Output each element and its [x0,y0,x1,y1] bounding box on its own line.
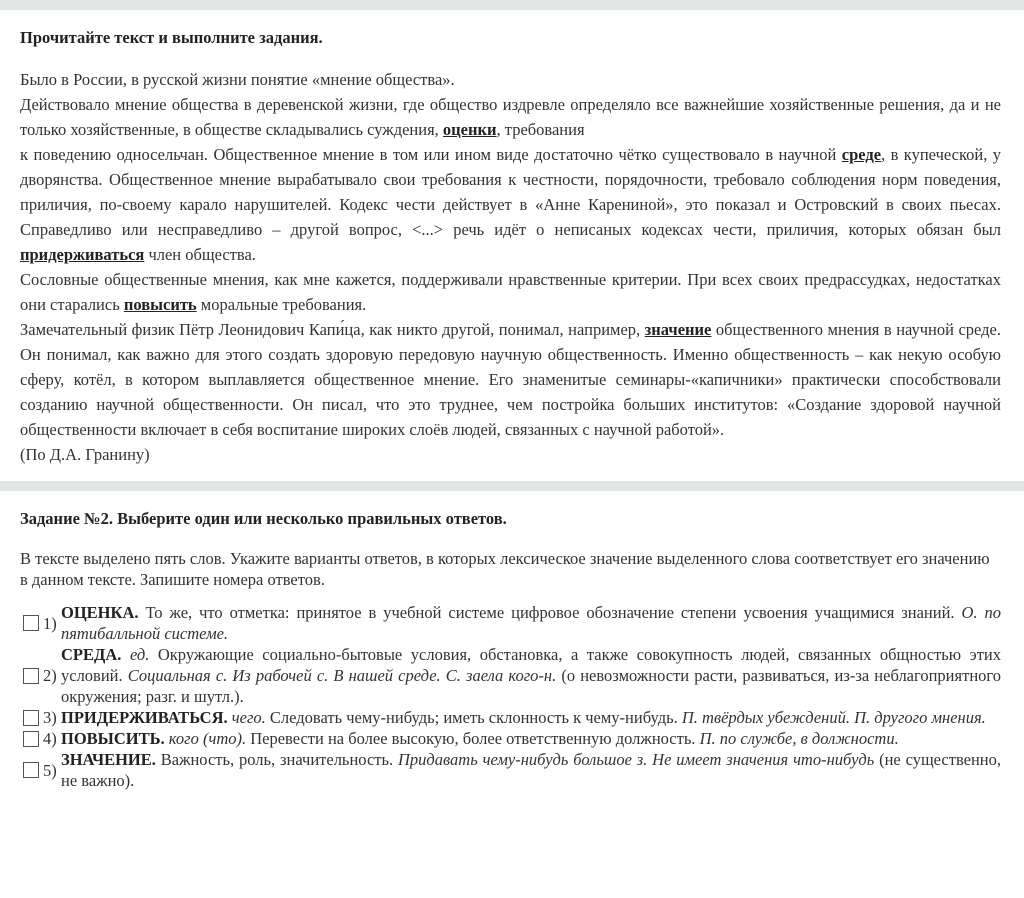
highlighted-word: повысить [123,295,197,314]
option-checkbox[interactable] [23,731,39,747]
top-bar [0,0,1024,10]
option-definition: (не существенно, не важно). [61,750,1001,790]
text-segment: , в купеческой, у дворянства. Общественное мнение вырабатывало свои требования к честности, порядочности, требовало соблюдения норм поведения, приличия, по-своему карало нарушителей. Кодекс чести действует в «Анне Карениной», это показал и Островский в своих пьесах. Справедливо или несправедливо – другой вопрос, <...> речь идёт о неписаных кодексах чести, приличия, которых обязан был [20,145,1001,239]
option-checkbox[interactable] [23,668,39,684]
option-definition: Перевести на более высокую, более ответственную должность. [246,729,700,748]
task-instruction-cont: в данном тексте. Запишите номера ответов. [20,570,325,589]
task-heading: Задание №2. Выберите один или несколько правильных ответов. [20,509,507,528]
text-segment: член общества. [144,245,256,264]
answer-option[interactable] [20,749,1001,791]
text-segment: (По Д.А. Гранину) [20,445,150,464]
option-headword: ОЦЕНКА. [61,603,139,622]
passage-heading: Прочитайте текст и выполните задания. [20,28,323,47]
option-example: чего. [231,708,266,727]
option-definition: (о невозможности расти, развиваться, из-за неблагоприятного окружения; разг. и шутл.). [61,666,1002,706]
option-text [61,602,1001,644]
option-definition: Важность, роль, значительность. [155,750,398,769]
option-headword: СРЕДА. [61,645,122,664]
task-instruction: В тексте выделено пять слов. Укажите варианты ответов, в которых лексическое значение выделенного слова соответствует его значению [20,549,990,568]
highlighted-word: придерживаться [20,245,145,264]
option-definition: Следовать чему-нибудь; иметь склонность к чему-нибудь. [265,708,682,727]
passage-paragraph [20,142,1001,267]
option-headword: ПОВЫСИТЬ. [61,729,165,748]
option-headword: ЗНАЧЕНИЕ. [61,750,156,769]
option-checkbox[interactable] [23,710,39,726]
passage-paragraph [20,92,1001,142]
passage-paragraph [20,267,1001,317]
text-segment: общественного мнения в научной среде. Он понимал, как важно для этого создать здоровую передовую научную общественность. Именно общественность – как некую особую сферу, котёл, в котором выплавляется общественное мнение. Его знаменитые семинары-«капичники» практически способствовали созданию научной общественности. Он писал, что это труднее, чем постройка больших институтов: «Создание здоровой научной общественности включает в себя воспитание широких слоёв людей, связанных с научной работой». [20,320,1001,439]
text-segment: Было в России, в русской жизни понятие «мнение общества». [20,70,455,89]
text-segment: Сословные общественные мнения, как мне кажется, поддерживали нравственные критерии. При всех своих предрассудках, недостатках они старались [20,270,1001,314]
option-definition: Окружающие социально-бытовые условия, обстановка, а также совокупность людей, связанных общностью этих условий. [61,645,1001,685]
passage-paragraph [20,67,1001,92]
answer-option[interactable] [20,602,1001,644]
option-text [61,644,1001,707]
passage-paragraph [20,317,1001,442]
text-segment: моральные требования. [196,295,367,314]
option-number: 1) [43,613,57,633]
option-checkbox[interactable] [23,615,39,631]
highlighted-word: значение [644,320,712,339]
option-example: ед. [129,645,150,664]
option-number: 3) [43,708,57,727]
answer-options [20,602,1001,791]
option-text [61,707,1001,728]
text-segment: к поведению односельчан. Общественное мнение в том или ином виде достаточно чётко существовало в научной [20,145,842,164]
option-example: кого (что). [168,729,247,748]
option-number: 2) [43,666,57,685]
option-example: О. по пятибалльной системе. [61,603,1001,643]
section-divider [0,481,1024,491]
option-text [61,728,1001,749]
option-number: 4) [43,729,57,748]
highlighted-word: среде [841,145,882,164]
option-definition: То же, что отметка: принятое в учебной системе цифровое обозначение степени усвоения учащимися знаний. [138,603,962,622]
option-number: 5) [43,760,57,780]
option-definition [121,645,130,664]
text-segment: Замечательный физик Пётр Леонидович Капи́ца, как никто другой, понимал, например, [20,320,645,339]
answer-option[interactable] [20,644,1001,707]
option-checkbox[interactable] [23,762,39,778]
passage-section [0,10,1024,467]
answer-option[interactable] [20,728,1001,749]
option-example: Придавать чему-нибудь большое з. Не имеет значения что-нибудь [398,750,875,769]
passage-paragraph [20,442,1001,467]
option-example: Социальная с. Из рабочей с. В нашей среде. С. заела кого-н. [127,666,557,685]
text-segment: Действовало мнение общества в деревенской жизни, где общество издревле определяло все важнейшие хозяйственные решения, да и не только хозяйственные, в обществе складывались суждения, [20,95,1001,139]
option-text [61,749,1001,791]
answer-option[interactable] [20,707,1001,728]
option-headword: ПРИДЕРЖИВАТЬСЯ. [61,708,228,727]
passage-text [20,67,1001,467]
highlighted-word: оценки [442,120,497,139]
option-example: П. твёрдых убеждений. П. другого мнения. [681,708,986,727]
task-section [0,491,1024,791]
option-example: П. по службе, в должности. [699,729,899,748]
text-segment: , требования [496,120,585,139]
